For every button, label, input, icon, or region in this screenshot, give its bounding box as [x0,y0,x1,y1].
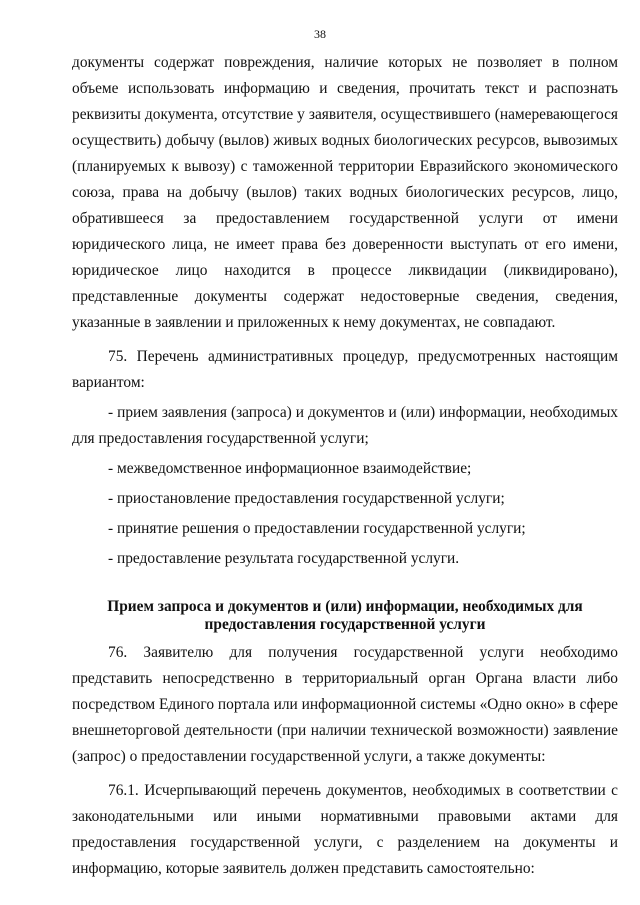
paragraph-75: 75. Перечень административных процедур, предусмотренных настоящим вариантом: [72,348,618,391]
paragraph-continuation: документы содержат повреждения, наличие которых не позволяет в полном объеме использовать информацию и сведения, прочитать текст и распознать реквизиты документа, отсутствие у заявителя, осуществившего (намеревающегося осуществить) добычу (вылов) живых водных биологических ресурсов, вывозимых (планируемых к вывозу) с таможенной территории Евразийского экономического союза, права на добычу (вылов) таких водных биологических ресурсов, лицо, обратившееся за предоставлением государственной услуги от имени юридического лица, не имеет права без доверенности выступать от его имени, юридическое лицо находится в процессе ликвидации (ликвидировано), представленные документы содержат недостоверные сведения, сведения, указанные в заявлении и приложенных к нему документах, не совпадают. [72,54,618,331]
list-item: - приостановление предоставления государственной услуги; [108,490,505,507]
list-item: - прием заявления (запроса) и документов и (или) информации, необходимых для предоставления государственной услуги; [72,404,618,447]
section-heading: Прием запроса и документов и (или) информации, необходимых для предоставления государственной услуги [107,598,583,633]
paragraph-76: 76. Заявителю для получения государственной услуги необходимо представить непосредственно в территориальный орган Органа власти либо посредством Единого портала или информационной системы «Одно окно» в сфере внешнеторговой деятельности (при наличии технической возможности) заявление (запрос) о предоставлении государственной услуги, а также документы: [72,644,618,765]
list-item: - принятие решения о предоставлении государственной услуги; [108,520,526,537]
page-number: 38 [314,27,326,41]
document-body [72,50,618,882]
list-item: - предоставление результата государственной услуги. [108,550,460,567]
list-item: - межведомственное информационное взаимодействие; [108,460,472,477]
paragraph-76-1: 76.1. Исчерпывающий перечень документов, необходимых в соответствии с законодательными или иными нормативными правовыми актами для предоставления государственной услуги, с разделением на документы и информацию, которые заявитель должен представить самостоятельно: [72,782,618,877]
